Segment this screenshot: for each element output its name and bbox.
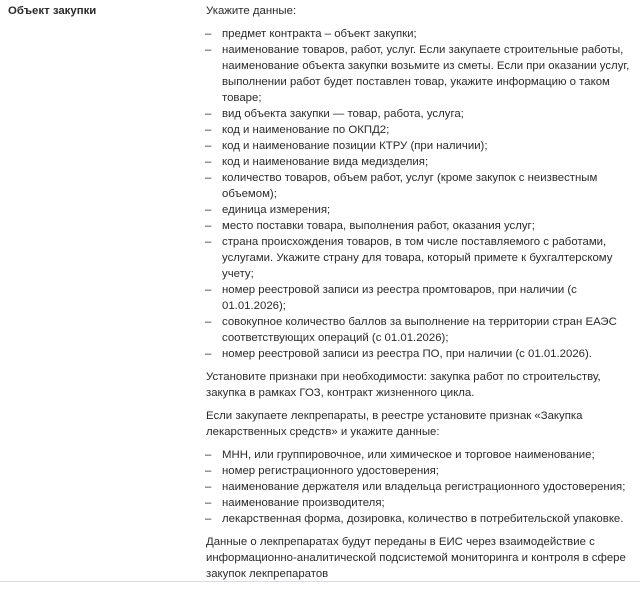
medicines-paragraph: Если закупаете лекпрепараты, в реестре установите признак «Закупка лекарственных средств» и укажите данные:: [206, 410, 583, 438]
dash-bullet: –: [205, 156, 212, 168]
medicines-data-list: [206, 447, 634, 527]
list-item: – код и наименование позиции КТРУ (при наличии);: [205, 140, 488, 152]
dash-bullet: –: [205, 481, 212, 493]
list-item: – код и наименование по ОКПД2;: [205, 124, 390, 136]
intro-text: Укажите данные:: [206, 5, 297, 17]
dash-bullet: –: [205, 284, 212, 296]
list-item: – МНН, или группировочное, или химическое и торговое наименование;: [205, 449, 595, 461]
list-item: – номер реестровой записи из реестра промтоваров, при наличии (с 01.01.2026);: [205, 284, 577, 312]
list-item: – наименование производителя;: [205, 497, 385, 509]
required-data-list: [206, 26, 634, 362]
list-item: – наименование держателя или владельца регистрационного удостоверения;: [205, 481, 626, 493]
dash-bullet: –: [205, 124, 212, 136]
row-label: Объект закупки: [8, 5, 97, 17]
list-item: – наименование товаров, работ, услуг. Если закупаете строительные работы, наименование объекта закупки возьмите из сметы. Если при оказании услуг, выполнении работ будет поставлен товар, укажите информацию о таком товаре;: [205, 44, 630, 104]
dash-bullet: –: [205, 220, 212, 232]
attributes-paragraph: Установите признаки при необходимости: закупка работ по строительству, закупка в рамках ГОЗ, контракт жизненного цикла.: [206, 371, 601, 399]
dash-bullet: –: [205, 44, 212, 56]
list-item: – страна происхождения товаров, в том числе поставляемого с работами, услугами. Укажите страну для товара, который примете к бухгалтерскому учету;: [205, 236, 613, 280]
dash-bullet: –: [205, 465, 212, 477]
list-item: – совокупное количество баллов за выполнение на территории стран ЕАЭС соответствующих операций (с 01.01.2026);: [205, 316, 617, 344]
dash-bullet: –: [205, 108, 212, 120]
list-item: – код и наименование вида медизделия;: [205, 156, 429, 168]
list-item: – номер реестровой записи из реестра ПО, при наличии (с 01.01.2026).: [205, 348, 592, 360]
list-item: – лекарственная форма, дозировка, количество в потребительской упаковке.: [205, 513, 624, 525]
dash-bullet: –: [205, 236, 212, 248]
list-item: – номер регистрационного удостоверения;: [205, 465, 439, 477]
eis-transfer-paragraph: Данные о лекпрепаратах будут переданы в ЕИС через взаимодействие с информационно-аналитической подсистемой мониторинга и контроля в сфере закупок лекпрепаратов: [206, 536, 626, 580]
dash-bullet: –: [205, 449, 212, 461]
dash-bullet: –: [205, 316, 212, 328]
dash-bullet: –: [205, 497, 212, 509]
row-content: [206, 0, 634, 589]
dash-bullet: –: [205, 513, 212, 525]
dash-bullet: –: [205, 172, 212, 184]
list-item: – место поставки товара, выполнения работ, оказания услуг;: [205, 220, 535, 232]
dash-bullet: –: [205, 140, 212, 152]
list-item: – предмет контракта – объект закупки;: [205, 28, 417, 40]
dash-bullet: –: [205, 28, 212, 40]
dash-bullet: –: [205, 348, 212, 360]
list-item: – вид объекта закупки — товар, работа, услуга;: [205, 108, 464, 120]
list-item: – количество товаров, объем работ, услуг (кроме закупок с неизвестным объемом);: [205, 172, 598, 200]
dash-bullet: –: [205, 204, 212, 216]
list-item: – единица измерения;: [205, 204, 331, 216]
